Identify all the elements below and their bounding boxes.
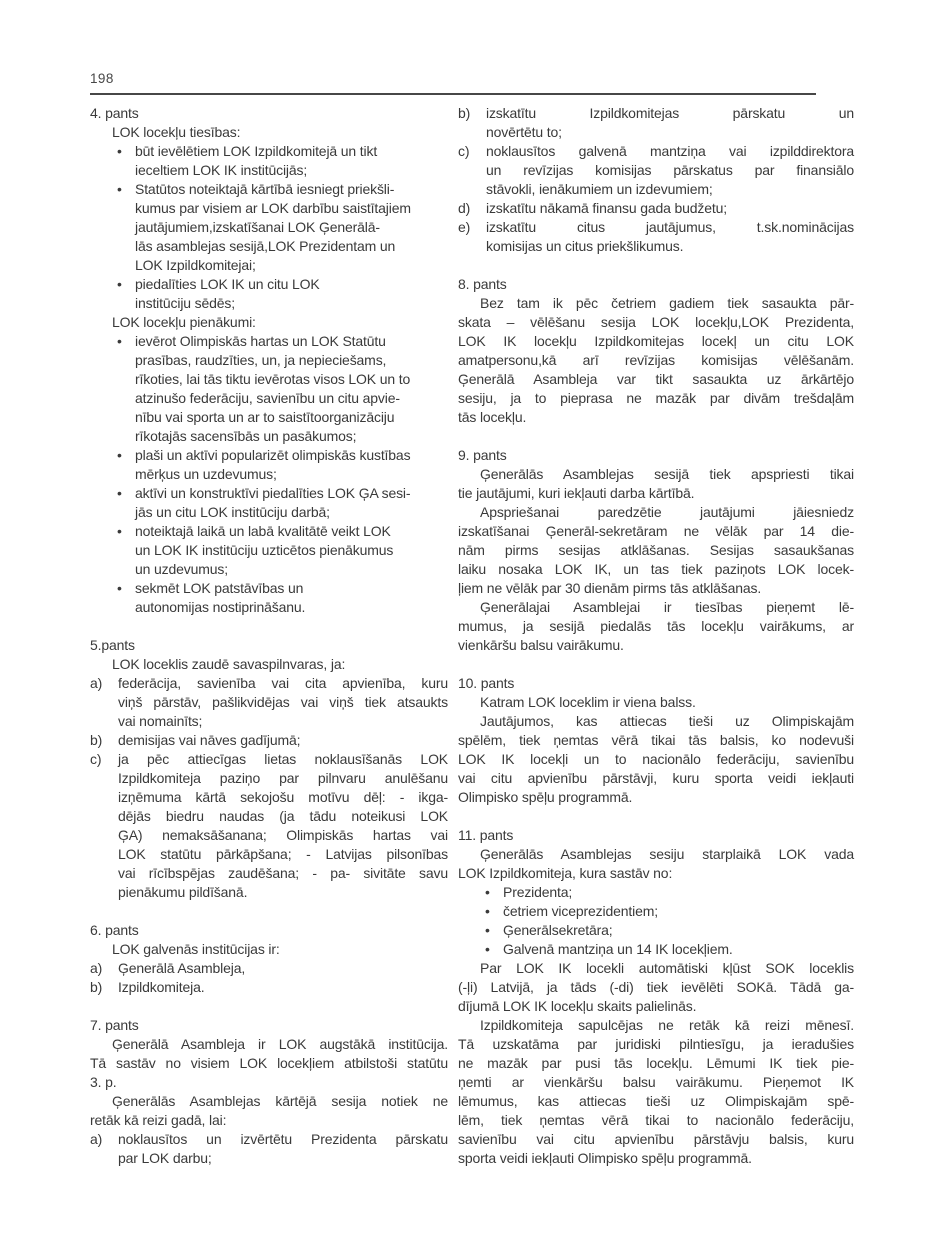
list-item-line [458,142,854,161]
text-line: Jautājumos, kas attiecas tieši uz Olimpiskajām [480,713,854,729]
list-item-line [90,978,448,997]
paragraph [90,123,448,142]
text-line: vienkāršu balsu vairākumu. [458,637,624,653]
item-label: e) [458,219,471,235]
list-item [90,579,448,617]
list-item-line [90,275,448,294]
paragraph [458,959,854,1016]
list-item-text: demisijas vai nāves gadījumā; [118,732,301,748]
bullet-icon: • [485,903,490,919]
list-item-text: plaši un aktīvi popularizēt olimpiskās kustības [135,447,411,463]
bullet-icon: • [117,580,122,596]
list-item-line [90,484,448,503]
list-item-text: ja pēc attiecīgas lietas noklausīšanās LOK [118,751,448,767]
text-line: Tā sastāv no visiem LOK locekļiem atbilstoši statūtu [90,1055,448,1071]
bullet-icon: • [117,181,122,197]
list-item [90,446,448,484]
text-line: LOK IK locekļu Izpildkomitejas locekļ un citu LOK [458,333,854,349]
paragraph [90,940,448,959]
list-item-line [458,218,854,237]
text-line: sporta veidi iekļauti Olimpisko spēļu programmā. [458,1150,752,1166]
list-item-line: prasības, raudzīties, un, ja nepieciešams, [135,352,387,368]
paragraph [458,465,854,503]
text-line: Ģenerālās Asamblejas sesiju starplaikā LOK vada [480,846,854,862]
list-item-text: Prezidenta; [503,884,573,900]
text-line: dījumā LOK IK locekļu skaits palielinās. [458,998,697,1014]
list-item-line: vai nomainīts; [118,713,203,729]
text-line: lēm, tiek ņemtas vērā tikai to nacionālo federāciju, [458,1112,854,1128]
list-item-line [458,104,854,123]
item-label: a) [90,1131,103,1147]
item-label: a) [90,960,103,976]
list-item-line: pienākumu pildīšanā. [118,884,248,900]
list-item-text: noklausītos galvenā mantziņa vai izpilddirektora [486,143,854,159]
text-line: spēlēm, tiek ņemtas vērā tikai tās balsis, ko nodevuši [458,732,854,748]
paragraph [458,294,854,427]
section-heading: 9. pants [458,447,507,463]
text-line: (-ļi) Latvijā, ja tāds (-di) tiek ievēlēti SOKā. Tādā ga- [458,979,854,995]
list-item [90,484,448,522]
list-item-line [90,1130,448,1149]
text-line: amatpersonu,kā arī revīzijas komisijas vēlēšanām. [458,352,854,368]
item-label: b) [458,105,471,121]
text-line: LOK locekļu pienākumi: [112,314,256,330]
list-item-line: mērķus un uzdevumus; [135,466,277,482]
list-item-line: un revīzijas komisijas pārskatus par finansiālo [486,162,854,178]
paragraph [458,845,854,883]
list-item-line: rīkotajās sacensībās un pasākumos; [135,428,357,444]
list-item-line [458,921,854,940]
section-heading: 10. pants [458,675,515,691]
text-line: retāk kā reizi gadā, lai: [90,1112,227,1128]
bullet-icon: • [117,523,122,539]
list-item-line [90,332,448,351]
list-item-line: jās un citu LOK institūciju darbā; [135,504,330,520]
list-item [90,978,448,997]
paragraph [458,712,854,807]
list-item-line: jautājumiem,izskatīšanai LOK Ģenerālā- [135,219,380,235]
list-item-text: izskatītu citus jautājumus, t.sk.nominācijas [486,219,854,235]
list-item-text: Izpildkomiteja. [118,979,205,995]
text-line: Olimpisko spēļu programmā. [458,789,633,805]
list-item-text: noklausītos un izvērtētu Prezidenta pārskatu [118,1131,448,1147]
text-line: Par LOK IK locekli automātiski kļūst SOK loceklis [480,960,854,976]
labeled-list [458,104,854,256]
list-item-text: sekmēt LOK patstāvības un [135,580,304,596]
text-line: LOK Izpildkomiteja, kura sastāv no: [458,865,673,881]
list-item-text: Ģenerālā Asambleja, [118,960,246,976]
list-item-line [458,902,854,921]
list-item-text: Ģenerālsekretāra; [503,922,613,938]
list-item-line [90,522,448,541]
text-line: Ģenerālā Asambleja var tikt sasaukta uz ārkārtējo [458,371,854,387]
list-item-text: izskatītu Izpildkomitejas pārskatu un [486,105,854,121]
list-item-text: Statūtos noteiktajā kārtībā iesniegt priekšli- [135,181,395,197]
section-heading: 7. pants [90,1017,139,1033]
text-line: Ģenerālā Asambleja ir LOK augstākā institūcija. [112,1036,448,1052]
list-item [90,750,448,902]
text-line: laiku nosaka LOK IK, un tas tiek paziņots LOK locek- [458,561,854,577]
text-line: nām pirms sesijas atklāšanas. Sesijas sasaukšanas [458,542,854,558]
list-item [458,921,854,940]
bullet-icon: • [117,447,122,463]
text-line: tie jautājumi, kuri iekļauti darba kārtībā. [458,485,695,501]
labeled-list [90,959,448,997]
list-item-line: nību vai sporta un ar to saistītoorganizāciju [135,409,395,425]
list-item [458,199,854,218]
section-heading: 11. pants [458,827,514,843]
list-item-line: un LOK IK institūciju uzticētos pienākumus [135,542,394,558]
list-item [458,902,854,921]
list-item-line [90,579,448,598]
section-heading: 4. pants [90,105,139,121]
list-item [90,275,448,313]
text-line: mumus, ja sesijā piedalās tās locekļu vairākums, ar [458,618,854,634]
list-item-line [458,940,854,959]
list-item-line: autonomijas nostiprināšanu. [135,599,306,615]
right-column [458,104,854,1168]
list-item-text: Galvenā mantziņa un 14 IK locekļiem. [503,941,733,957]
list-item-line: izņēmuma kārtā sekojošu motīvu dēļ: - ikga- [118,789,448,805]
bullet-list [90,142,448,313]
list-item-line: kumus par visiem ar LOK darbību saistītajiem [135,200,411,216]
paragraph [458,1016,854,1168]
list-item-text: četriem viceprezidentiem; [503,903,658,919]
text-line: ņemti ar vienkāršu balsu vairākumu. Pieņemot IK [458,1074,854,1090]
list-item-line: viņš pārstāv, pašlikvidējas vai viņš tiek atsaukts [118,694,448,710]
list-item [90,731,448,750]
paragraph [458,503,854,598]
item-label: d) [458,200,471,216]
list-item-line: lās asamblejas sesijā,LOK Prezidentam un [135,238,396,254]
list-item-line [90,674,448,693]
bullet-icon: • [485,922,490,938]
text-line: 3. p. [90,1074,117,1090]
list-item [90,180,448,275]
item-label: b) [90,979,103,995]
section-heading: 5.pants [90,637,135,653]
list-item-text: ievērot Olimpiskās hartas un LOK Statūtu [135,333,386,349]
paragraph [90,313,448,332]
text-line: Tā uzskatāma par juridiski pilntiesīgu, ja ieradušies [458,1036,854,1052]
text-line: tās locekļu. [458,409,527,425]
item-label: c) [458,143,470,159]
list-item-text: noteiktajā laikā un labā kvalitātē veikt LOK [135,523,391,539]
list-item-line: novērtētu to; [486,124,562,140]
item-label: b) [90,732,103,748]
list-item-line: un uzdevumus; [135,561,228,577]
list-item-text: federācija, savienība vai cita apvienība, kuru [118,675,448,691]
list-item-text: aktīvi un konstruktīvi piedalīties LOK ĢA sesi- [135,485,411,501]
list-item [458,104,854,142]
left-column [90,104,448,1168]
labeled-list [90,1130,448,1168]
list-item [90,1130,448,1168]
section-heading: 6. pants [90,922,139,938]
bullet-list [90,332,448,617]
bullet-icon: • [117,276,122,292]
list-item [90,142,448,180]
bullet-icon: • [485,941,490,957]
list-item [90,522,448,579]
text-line: izskatīšanai Ģenerāl-sekretāram ne vēlāk par 14 die- [458,523,854,539]
bullet-list [458,883,854,959]
list-item-line: dējās biedru naudas (ja tādu noteikusi LOK [118,808,448,824]
paragraph [90,655,448,674]
text-line: sesiju, ja to pieprasa ne mazāk par divām trešdaļām [458,390,854,406]
bullet-icon: • [485,884,490,900]
list-item-line [90,750,448,769]
list-item-line [90,180,448,199]
bullet-icon: • [117,333,122,349]
text-line: ne mazāk par pusi tās locekļu. Lēmumi IK tiek pie- [458,1055,854,1071]
list-item-line [458,883,854,902]
text-line: Apspriešanai paredzētie jautājumi jāiesniedz [480,504,854,520]
paragraph [90,1092,448,1130]
list-item-line: komisijas un citus priekšlikumus. [486,238,684,254]
page-number: 198 [90,71,114,86]
list-item [458,142,854,199]
list-item-line: rīkoties, lai tās tiktu ievērotas visos LOK un to [135,371,411,387]
list-item-line: LOK Izpildkomitejai; [135,257,256,273]
list-item-line [90,446,448,465]
list-item [458,940,854,959]
text-line: Izpildkomiteja sapulcējas ne retāk kā reizi mēnesī. [480,1017,854,1033]
text-line: Ģenerālās Asamblejas kārtējā sesija notiek ne [112,1093,448,1109]
list-item-line: Izpildkomiteja paziņo par pilnvaru anulēšanu [118,770,448,786]
bullet-icon: • [117,143,122,159]
text-line: Ģenerālajai Asamblejai ir tiesības pieņemt lē- [480,599,854,615]
list-item [458,218,854,256]
list-item-line: atzinušo federāciju, savienību un citu apvie- [135,390,400,406]
section-heading: 8. pants [458,276,507,292]
list-item-line: ieceltiem LOK IK institūcijās; [135,162,308,178]
text-line: LOK galvenās institūcijas ir: [112,941,280,957]
list-item-line: stāvokli, ienākumiem un izdevumiem; [486,181,713,197]
text-line: LOK loceklis zaudē savaspilnvaras, ja: [112,656,346,672]
list-item-text: piedalīties LOK IK un citu LOK [135,276,320,292]
text-line: LOK IK locekļi un to nacionālo federāciju, savienību [458,751,854,767]
header-rule [90,93,816,95]
labeled-list [90,674,448,902]
text-line: Katram LOK loceklim ir viena balss. [480,694,696,710]
text-line: Ģenerālās Asamblejas sesijā tiek apspriesti tikai [480,466,854,482]
paragraph [90,1035,448,1092]
list-item-line: institūciju sēdēs; [135,295,236,311]
item-label: a) [90,675,103,691]
list-item [458,883,854,902]
paragraph [458,598,854,655]
list-item-line [90,731,448,750]
list-item-text: izskatītu nākamā finansu gada budžetu; [486,200,728,216]
list-item [90,959,448,978]
list-item-line: vai rīcībspējas zaudēšana; - pa- sivitāte savu [118,865,448,881]
list-item-line [458,199,854,218]
paragraph [458,693,854,712]
text-line: lēmumus, kas attiecas tieši uz Olimpiskajām spē- [458,1093,854,1109]
text-line: skata – vēlēšanu sesija LOK locekļu,LOK Prezidenta, [458,314,854,330]
list-item-line [90,959,448,978]
list-item [90,674,448,731]
list-item-line: ĢA) nemaksāšanana; Olimpiskās hartas vai [118,827,448,843]
bullet-icon: • [117,485,122,501]
list-item [90,332,448,446]
text-line: Bez tam ik pēc četriem gadiem tiek sasaukta pār- [480,295,854,311]
list-item-line: LOK statūtu pārkāpšana; - Latvijas pilsonības [118,846,448,862]
item-label: c) [90,751,102,767]
text-line: vai citu apvienību pārstāvji, kuru sporta veidi iekļauti [458,770,854,786]
text-line: LOK locekļu tiesības: [112,124,241,140]
list-item-text: būt ievēlētiem LOK Izpildkomitejā un tikt [135,143,378,159]
text-line: ļiem ne vēlāk par 30 dienām pirms tās atklāšanas. [458,580,762,596]
list-item-line [90,142,448,161]
text-line: savienību vai citu apvienību pārstāvju balsis, kuru [458,1131,854,1147]
list-item-line: par LOK darbu; [118,1150,212,1166]
